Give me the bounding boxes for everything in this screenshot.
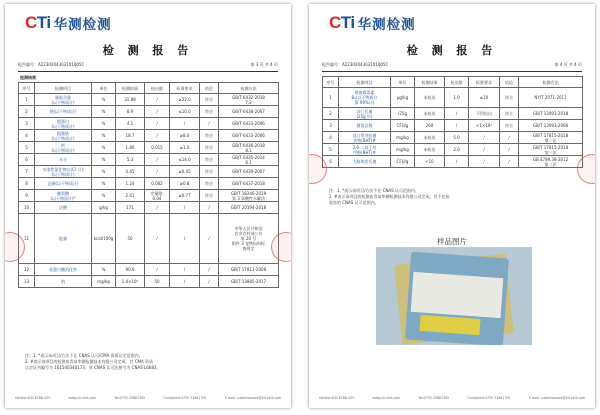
conclusion-cell: /: [200, 118, 219, 130]
table-row: [19, 276, 279, 288]
result-cell: 4.1: [116, 118, 145, 130]
report-meta: [18, 62, 278, 70]
table-row: [19, 214, 279, 264]
method-cell: GB/T 6437-2018: [219, 178, 279, 190]
column-header: 单位: [391, 77, 415, 88]
conclusion-cell: 符合: [200, 178, 219, 190]
column-header: 结论: [200, 83, 219, 94]
detection-limit-cell: /: [145, 130, 170, 142]
standard-cell: <1×10⁴: [469, 120, 500, 132]
standard-cell: /: [170, 214, 200, 264]
column-header: 检测方法: [219, 83, 279, 94]
brand-name: 华测检测: [53, 17, 112, 33]
cti-logo: CTi 华测检测: [329, 13, 416, 33]
test-item: 菌落总数: [339, 120, 391, 132]
unit-cell: %: [92, 130, 116, 142]
sample-photo: [376, 247, 532, 345]
unit-cell: %: [92, 154, 116, 166]
footer-website: www.cti-cert.com: [68, 396, 97, 400]
standard-cell: /: [170, 202, 200, 214]
page-number: 第 3 页 共 4 页: [250, 62, 278, 67]
table-row: [19, 178, 279, 190]
table-row: [19, 106, 279, 118]
standard-cell: /: [170, 264, 200, 276]
conclusion-cell: /: [200, 214, 219, 264]
method-cell: GB/T 6438-2007: [219, 106, 279, 118]
column-header: 检出限: [445, 77, 469, 88]
table-row: [19, 264, 279, 276]
conclusion-cell: /: [200, 264, 219, 276]
table-header-row: [323, 77, 583, 88]
standard-cell: ≥22.0: [170, 94, 200, 106]
method-cell: GB/T 20194-2018: [219, 202, 279, 214]
divider: [18, 71, 278, 72]
standard-cell: ≥0.45: [170, 166, 200, 178]
standard-cell: ≤10: [469, 88, 500, 108]
detection-limit-cell: /: [445, 108, 469, 120]
results-table: [18, 82, 279, 288]
column-header: 序号: [19, 83, 35, 94]
method-cell: GB/T 6433-2006: [219, 130, 279, 142]
row-number: 1: [323, 88, 339, 108]
row-number: 8: [19, 178, 35, 190]
row-number: 4: [19, 130, 35, 142]
unit-cell: %: [92, 178, 116, 190]
row-number: 3: [323, 120, 339, 132]
row-number: 12: [19, 264, 35, 276]
method-cell: GB/T 13093-2006: [519, 120, 583, 132]
method-cell: GB/T 6432-2018 7.2: [219, 94, 279, 106]
note-line: 注：1. *表示该项目/方法不在 CNAS 认可/CMA 资质认定范围内。: [25, 353, 143, 358]
test-item: 钙 (以干物质计): [35, 142, 92, 154]
standard-cell: /: [170, 118, 200, 130]
method-cell: GB 4789.38-2012 第二法: [519, 156, 583, 168]
page-footer: [319, 396, 585, 400]
notes: [329, 188, 579, 206]
conclusion-cell: /: [200, 202, 219, 214]
conclusion-cell: 符合: [200, 166, 219, 178]
column-header: 检测结果: [415, 77, 445, 88]
table-row: [19, 190, 279, 202]
footer-tel: Tel:0755-33681700: [418, 396, 450, 400]
row-number: 7: [19, 166, 35, 178]
conclusion-cell: 符合: [200, 190, 219, 202]
test-item: 赖氨酸 (以干物质计)*: [35, 190, 92, 202]
method-cell: GB/T 17815-2018 第一法: [519, 132, 583, 144]
method-cell: GB/T 6439-2007: [219, 166, 279, 178]
footer-email: E-mail: customercare@cti-cert.com: [528, 396, 585, 400]
standard-cell: ≥1.0: [170, 142, 200, 154]
column-header: 检出限: [145, 83, 170, 94]
unit-cell: %: [92, 166, 116, 178]
test-item: 总磷(以干物质计): [35, 178, 92, 190]
results-table: [322, 76, 583, 168]
method-cell: GB/T 18246-2019 第 3 章酸性水解法: [219, 190, 279, 202]
unit-cell: μg/kg: [391, 88, 415, 108]
note-line: 2. #表示该项目的检测由青岛华测检测技术有限公司完成，其不在检: [329, 194, 450, 199]
note-line: 注：1. *表示该项目/方法不在 CNAS 认可范围内。: [329, 188, 420, 193]
footer-website: www.cti-cert.com: [372, 396, 401, 400]
standard-cell: /: [469, 144, 500, 156]
row-number: 4: [323, 132, 339, 144]
row-number: 6: [19, 154, 35, 166]
seal-stamp: [577, 154, 595, 184]
table-row: [19, 118, 279, 130]
test-item: 胃蛋白酶消化率: [35, 264, 92, 276]
table-row: [19, 130, 279, 142]
method-cell: GB/T 13091-2018: [519, 108, 583, 120]
conclusion-cell: /: [200, 276, 219, 288]
unit-cell: mg/kg: [92, 276, 116, 288]
divider: [322, 71, 582, 72]
table-row: [323, 108, 583, 120]
table-row: [323, 132, 583, 144]
report-page-4: [309, 4, 595, 408]
row-number: 5: [323, 144, 339, 156]
table-row: [323, 88, 583, 108]
row-number: 11: [19, 214, 35, 264]
method-cell: GB/T 6436-2018 8.1: [219, 142, 279, 154]
detection-limit-cell: 2.0: [445, 144, 469, 156]
result-cell: 0.45: [116, 166, 145, 178]
conclusion-cell: 符合: [500, 120, 519, 132]
row-number: 9: [19, 190, 35, 202]
footer-complaint: Complaint:0755-33681700: [467, 396, 511, 400]
test-item: 铁(以干物质计): [35, 106, 92, 118]
test-item: 2,6-二叔丁对 甲酚(BHT)#: [339, 144, 391, 156]
table-row: [19, 94, 279, 106]
result-cell: 171: [116, 202, 145, 214]
standard-cell: /: [170, 276, 200, 288]
note-line: 验室的 CNAS 认可范围内。: [329, 200, 379, 205]
standard-cell: /: [469, 156, 500, 168]
detection-limit-cell: 5.0: [445, 132, 469, 144]
conclusion-cell: 符合: [200, 106, 219, 118]
footer-tel: Tel:0755-33681700: [114, 396, 146, 400]
test-item: 水溶性氯化物(以Cl⁻计) (以干物质计): [35, 166, 92, 178]
test-item: 粗蛋白 (以干物质计): [35, 118, 92, 130]
unit-cell: CFU/g: [391, 156, 415, 168]
result-cell: 2.41: [116, 190, 145, 202]
column-header: 单位: [92, 83, 116, 94]
report-number: 报告编号：A2230204303101005C: [18, 62, 85, 67]
report-meta: [322, 62, 582, 70]
unit-cell: %: [92, 142, 116, 154]
detection-limit-cell: 1.0: [445, 88, 469, 108]
unit-cell: /25g: [391, 108, 415, 120]
conclusion-cell: 符合: [200, 130, 219, 142]
standard-cell: /: [469, 132, 500, 144]
detection-limit-cell: /: [145, 154, 170, 166]
row-number: 2: [19, 106, 35, 118]
result-cell: 90.0: [116, 264, 145, 276]
detection-limit-cell: /: [145, 202, 170, 214]
method-cell: NY/T 2071-2011: [519, 88, 583, 108]
test-item: 脂肪含量 (以干物质计): [35, 94, 92, 106]
result-cell: <10: [415, 156, 445, 168]
row-number: 2: [323, 108, 339, 120]
cti-logo: CTi 华测检测: [25, 13, 112, 33]
test-item: 大肠埃希氏菌: [339, 156, 391, 168]
test-item: 能量: [35, 214, 92, 264]
conclusion-cell: 符合: [200, 154, 219, 166]
standard-cell: ≤10.0: [170, 106, 200, 118]
section-label: 检测结果：: [20, 75, 40, 80]
table-row: [19, 166, 279, 178]
page-title: 检 测 报 告: [102, 44, 194, 57]
footer-email: E-mail: customercare@cti-cert.com: [224, 396, 281, 400]
column-header: 检测结果: [116, 83, 145, 94]
row-number: 6: [323, 156, 339, 168]
result-cell: 未检出: [415, 144, 445, 156]
row-number: 10: [19, 202, 35, 214]
detection-limit-cell: /: [145, 118, 170, 130]
column-header: 检测项目: [35, 83, 92, 94]
report-page-3: [5, 4, 291, 408]
result-cell: 1.80: [116, 142, 145, 154]
unit-cell: %: [92, 264, 116, 276]
column-header: 检测方法: [519, 77, 583, 88]
standard-cell: ≥0.77: [170, 190, 200, 202]
unit-cell: mg/kg: [391, 144, 415, 156]
test-item: 双汀系列抗菌 类物(BHT)#: [339, 132, 391, 144]
detection-limit-cell: /: [445, 120, 469, 132]
standard-cell: ≥8.0: [170, 130, 200, 142]
column-header: 标准要求: [170, 83, 200, 94]
unit-cell: %: [92, 118, 116, 130]
test-item: 粗脂肪 (以干物质计): [35, 130, 92, 142]
result-cell: 1.24: [116, 178, 145, 190]
standard-cell: ≤14.0: [170, 154, 200, 166]
unit-cell: mg/kg: [391, 132, 415, 144]
footer-hotline: Hotline:400-6788-333: [319, 396, 355, 400]
method-cell: 中华人民共和国 农业农村部公告 第 20 号 附件 3 宠物饲料标 签规定: [219, 214, 279, 264]
package-band: [411, 272, 504, 318]
result-cell: 260: [415, 120, 445, 132]
sample-photo-title: 样品图片: [437, 237, 467, 246]
detection-limit-cell: /: [145, 264, 170, 276]
conclusion-cell: /: [500, 144, 519, 156]
table-row: [323, 144, 583, 156]
table-row: [323, 156, 583, 168]
detection-limit-cell: 50: [145, 276, 170, 288]
detection-limit-cell: /: [145, 214, 170, 264]
result-cell: 未检出: [415, 88, 445, 108]
unit-cell: %: [92, 190, 116, 202]
result-cell: 18.7: [116, 130, 145, 142]
report-number: 报告编号：A2230204303101005C: [322, 62, 389, 67]
conclusion-cell: 符合: [200, 142, 219, 154]
note-line: 2. #表示该项目的检测由青岛华测检测技术有限公司完成，其 CMA 资质: [25, 359, 153, 364]
detection-limit-cell: 0.015: [145, 142, 170, 154]
unit-cell: %: [92, 94, 116, 106]
conclusion-cell: /: [500, 156, 519, 168]
detection-limit-cell: /: [445, 156, 469, 168]
test-item: 泛酸: [35, 202, 92, 214]
result-cell: 50: [116, 214, 145, 264]
row-number: 1: [19, 94, 35, 106]
standard-cell: 不得检出: [469, 108, 500, 120]
test-item: 水分: [35, 154, 92, 166]
page-title: 检 测 报 告: [406, 44, 498, 57]
result-cell: 1.0×10³: [116, 276, 145, 288]
method-cell: GB/T 17815-2018 第一法: [519, 144, 583, 156]
row-number: 5: [19, 142, 35, 154]
column-header: 结论: [500, 77, 519, 88]
conclusion-cell: 符合: [500, 108, 519, 120]
method-cell: GB/T 6433-2006: [219, 118, 279, 130]
result-cell: 31.89: [116, 94, 145, 106]
method-cell: GB/T 6435-2014 8.1: [219, 154, 279, 166]
detection-limit-cell: /: [145, 166, 170, 178]
conclusion-cell: 符合: [500, 88, 519, 108]
method-cell: GB/T 13885-2017: [219, 276, 279, 288]
table-row: [19, 142, 279, 154]
row-number: 13: [19, 276, 35, 288]
column-header: 检测项目: [339, 77, 391, 88]
detection-limit-cell: /: [145, 106, 170, 118]
detection-limit-cell: /: [145, 94, 170, 106]
table-row: [19, 154, 279, 166]
notes: [25, 353, 275, 371]
conclusion-cell: /: [500, 132, 519, 144]
unit-cell: %: [92, 106, 116, 118]
row-number: 3: [19, 118, 35, 130]
method-cell: GB/T 17811-2008: [219, 264, 279, 276]
test-item: 黄曲霉毒素 B₁(以干物质计 算 90%计): [339, 88, 391, 108]
column-header: 序号: [323, 77, 339, 88]
table-header-row: [19, 83, 279, 94]
detection-limit-cell: 定量限: 0.04: [145, 190, 170, 202]
result-cell: 8.9: [116, 106, 145, 118]
table-row: [323, 120, 583, 132]
test-item: 钠: [35, 276, 92, 288]
note-line: 认定证书编号为 161500340173，其 CNAS 认可注册号为 CNAS L6683。: [25, 365, 161, 370]
footer-hotline: Hotline:400-6788-333: [15, 396, 51, 400]
table-row: [19, 202, 279, 214]
result-cell: 5.3: [116, 154, 145, 166]
test-item: 沙门氏菌 (25g 中): [339, 108, 391, 120]
conclusion-cell: 符合: [200, 94, 219, 106]
footer-complaint: Complaint:0755-33681700: [163, 396, 207, 400]
unit-cell: kcal/100g: [92, 214, 116, 264]
column-header: 标准要求: [469, 77, 500, 88]
result-cell: 未检出: [415, 108, 445, 120]
page-footer: [15, 396, 281, 400]
standard-cell: ≥0.8: [170, 178, 200, 190]
brand-name: 华测检测: [357, 17, 416, 33]
detection-limit-cell: 0.002: [145, 178, 170, 190]
unit-cell: g/kg: [92, 202, 116, 214]
unit-cell: CFU/g: [391, 120, 415, 132]
page-number: 第 4 页 共 4 页: [554, 62, 582, 67]
result-cell: 未检出: [415, 132, 445, 144]
